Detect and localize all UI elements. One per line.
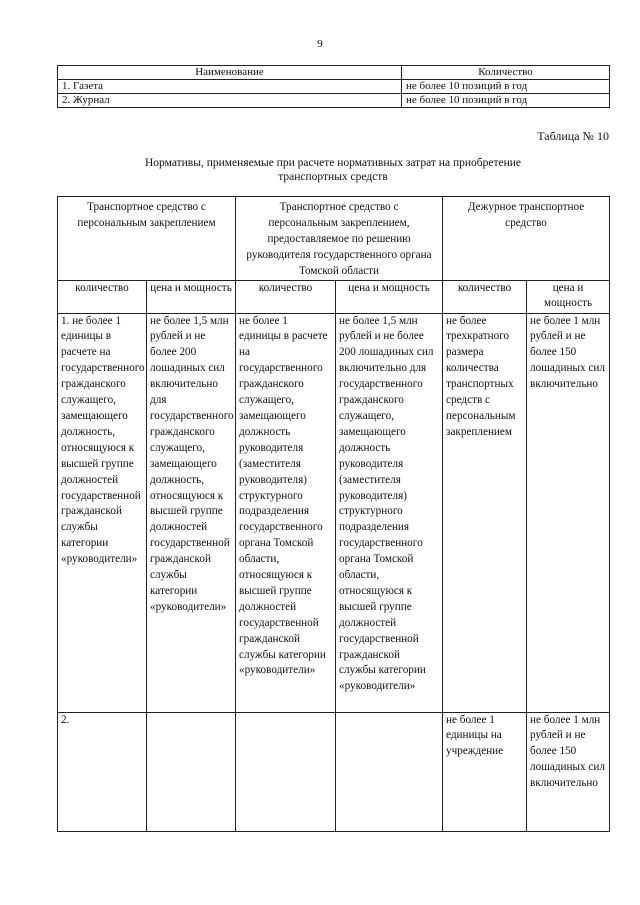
periodicals-table (57, 65, 610, 108)
column-header: цена и мощность (147, 280, 236, 313)
table-cell: 1. Газета (58, 80, 402, 94)
column-header: Количество (402, 66, 610, 80)
table-row (58, 80, 610, 94)
table-cell (147, 712, 236, 831)
column-header: количество (58, 280, 147, 313)
table-cell (236, 712, 336, 831)
column-header: цена и мощность (527, 280, 610, 313)
group-header-duty: Дежурное транспортное средство (443, 197, 610, 281)
table-group-header-row (58, 197, 610, 281)
table-cell: не более трехкратного размера количества транспортных средств с персональным закреплением (443, 313, 527, 712)
table-cell: 1. не более 1 единицы в расчете на государственного гражданского служащего, замещающего должность, относящуюся к высшей группе должностей государственной гражданской службы категории «руководители» (58, 313, 147, 712)
table-cell: 2. Журнал (58, 94, 402, 108)
table-caption (57, 156, 609, 184)
vehicle-norms-table (57, 196, 610, 832)
table-cell: 2. (58, 712, 147, 831)
caption-line: транспортных средств (278, 171, 388, 183)
table-cell: не более 1,5 млн рублей и не более 200 лошадиных сил включительно для государственного гражданского служащего, замещающего должность, относящуюся к высшей группе должностей государственной гражданской службы категории «руководители» (147, 313, 236, 712)
table-cell (336, 712, 443, 831)
column-header: количество (236, 280, 336, 313)
table-cell: не более 1 единицы на учреждение (443, 712, 527, 831)
table-cell: не более 1 млн рублей и не более 150 лошадиных сил включительно (527, 712, 610, 831)
table-header-row (58, 66, 610, 80)
table-row (58, 94, 610, 108)
caption-line: Нормативы, применяемые при расчете нормативных затрат на приобретение (144, 157, 521, 169)
table-row (58, 712, 610, 831)
column-header: количество (443, 280, 527, 313)
group-header-personal: Транспортное средство с персональным закреплением (58, 197, 236, 281)
table-subheader-row (58, 280, 610, 313)
table-cell: не более 1,5 млн рублей и не более 200 лошадиных сил включительно для государственного гражданского служащего, замещающего должность руководителя (заместителя руководителя) структурного подразделения государственного органа Томской области, относящуюся к высшей группе должностей государственной гражданской службы категории «руководители» (336, 313, 443, 712)
table-label: Таблица № 10 (537, 129, 609, 143)
table-cell: не более 10 позиций в год (402, 80, 610, 94)
table-cell: не более 1 единицы в расчете на государственного гражданского служащего, замещающего должность руководителя (заместителя руководителя) структурного подразделения государственного органа Томской области, относящуюся к высшей группе должностей государственной гражданской службы категории «руководители» (236, 313, 336, 712)
column-header: Наименование (58, 66, 402, 80)
group-header-by-decision: Транспортное средство с персональным закреплением, предоставляемое по решению руководителя государственного органа Томской области (236, 197, 443, 281)
page-number: 9 (317, 38, 323, 50)
column-header: цена и мощность (336, 280, 443, 313)
table-cell: не более 10 позиций в год (402, 94, 610, 108)
table-cell: не более 1 млн рублей и не более 150 лошадиных сил включительно (527, 313, 610, 712)
table-row (58, 313, 610, 712)
